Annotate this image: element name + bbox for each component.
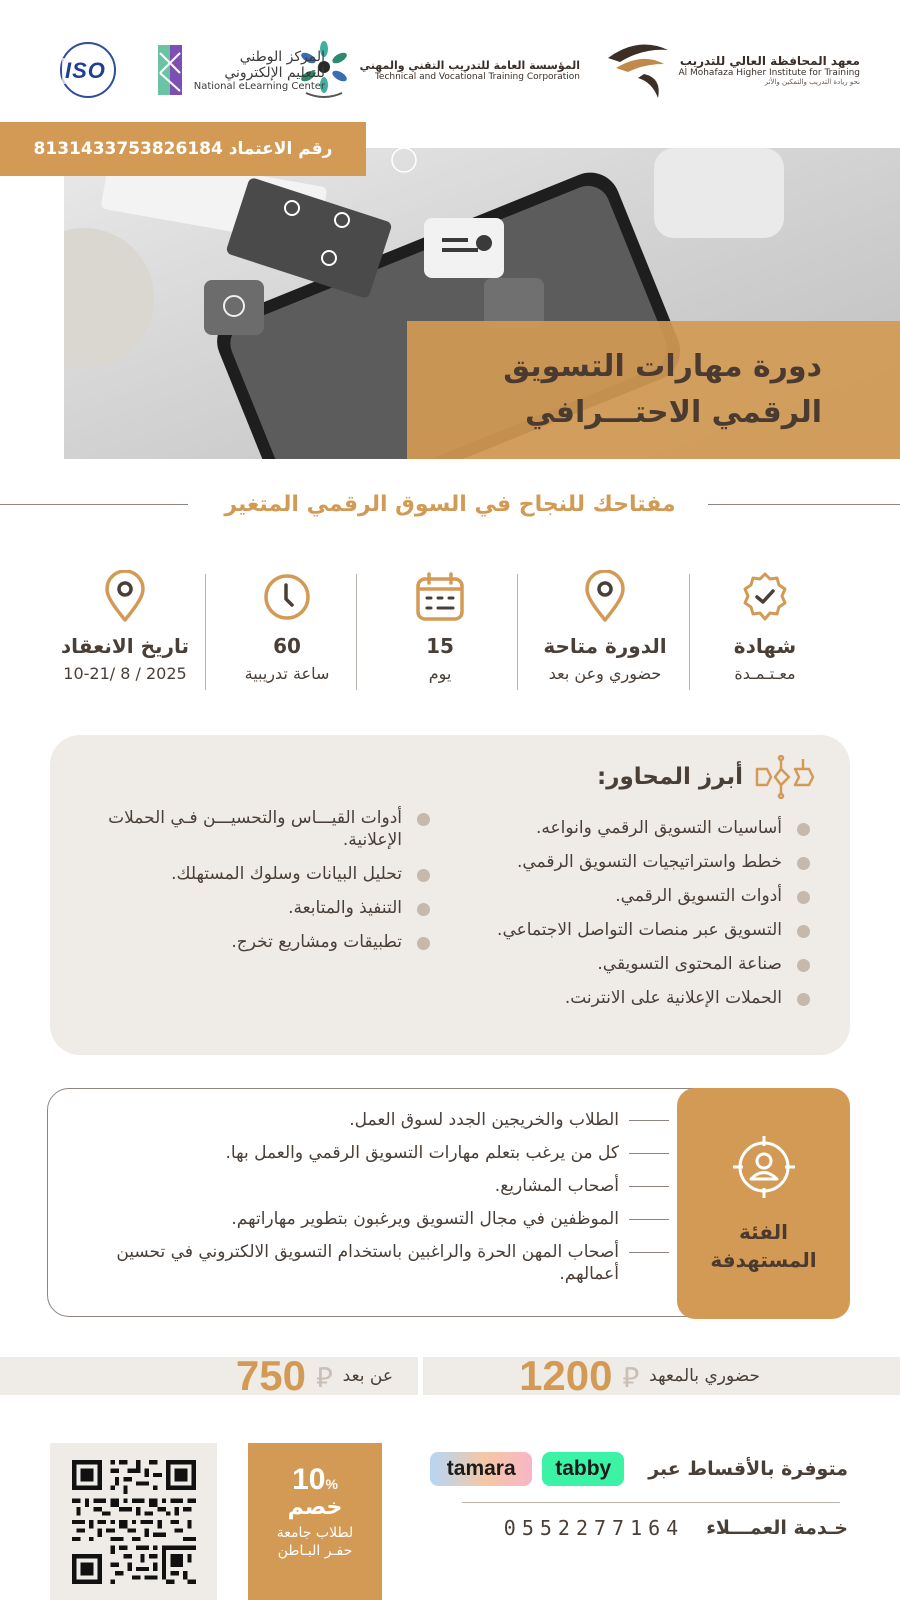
stat-hours-value: 60 <box>273 634 301 658</box>
discount-for-line1: لطلاب جامعة <box>276 1525 354 1541</box>
institute-name-ar: معهد المحافظة العالي للتدريب <box>679 54 860 68</box>
tvtc-name-ar: المؤسسة العامة للتدريب التقني والمهني <box>359 58 580 72</box>
list-item: صناعة المحتوى التسويقي. <box>430 953 810 975</box>
tagline-text: مفتاحك للنجاح في السوق الرقمي المتغير <box>224 491 676 517</box>
riyal-icon: ⃁ <box>316 1360 333 1394</box>
stat-days-unit: يوم <box>428 664 452 683</box>
target-user-icon <box>731 1134 797 1200</box>
list-item: خطط واستراتيجيات التسويق الرقمي. <box>430 851 810 873</box>
discount-value <box>248 1463 382 1497</box>
accreditation-number: رقم الاعتماد 8131433753826184 <box>0 122 366 176</box>
course-title <box>407 321 900 459</box>
stat-divider <box>517 574 518 690</box>
axes-list-right <box>430 817 810 1021</box>
percent-sign: % <box>325 1476 338 1492</box>
course-title-line2: الرقمي الاحتـــرافي <box>525 395 822 430</box>
stat-date-title: تاريخ الانعقاد <box>60 634 190 658</box>
qr-code-icon <box>72 1460 196 1584</box>
customer-service-row <box>504 1516 848 1540</box>
discount-number: 10 <box>292 1463 326 1496</box>
price-remote <box>0 1352 418 1399</box>
target-audience-panel <box>47 1088 850 1317</box>
stat-availability-subtitle: حضوري وعن بعد <box>548 664 662 683</box>
axes-list-left <box>90 807 430 965</box>
riyal-icon: ⃁ <box>622 1360 640 1394</box>
list-item: أصحاب المهن الحرة والراغبين باستخدام التسويق الالكتروني في تحسين أعمالهم. <box>109 1241 669 1285</box>
price-remote-label: عن بعد <box>342 1366 393 1386</box>
tamara-logo: tamara <box>430 1452 532 1486</box>
nelc-name-en: National eLearning Center <box>193 80 325 92</box>
iso-text: ISO <box>62 58 109 84</box>
customer-service-phone[interactable]: 0552277164 <box>503 1516 685 1540</box>
price-onsite <box>423 1352 900 1399</box>
footer-divider <box>462 1502 840 1503</box>
nelc-logo <box>156 30 325 110</box>
target-label-line2: المستهدفة <box>710 1247 817 1272</box>
target-label-line1: الفئة <box>738 1219 789 1244</box>
course-stats <box>60 570 840 695</box>
list-item: الطلاب والخريجين الجدد لسوق العمل. <box>109 1109 669 1131</box>
prices <box>0 1352 900 1399</box>
stat-certificate-subtitle: معـتـمـدة <box>734 664 796 683</box>
tagline <box>0 486 900 522</box>
calendar-icon <box>414 571 466 623</box>
tabby-logo: tabby <box>542 1452 624 1486</box>
discount-badge <box>248 1443 382 1600</box>
stat-hours <box>212 570 362 695</box>
stat-date <box>50 570 200 695</box>
list-item: التسويق عبر منصات التواصل الاجتماعي. <box>430 919 810 941</box>
course-axes-panel <box>50 735 850 1055</box>
badge-check-icon <box>739 571 791 623</box>
location-pin-icon <box>582 570 628 624</box>
tagline-divider-right <box>708 504 900 505</box>
price-onsite-label: حضوري بالمعهد <box>649 1366 760 1386</box>
location-pin-icon <box>102 570 148 624</box>
stat-divider <box>689 574 690 690</box>
stat-availability-title: الدورة متاحة <box>543 634 667 658</box>
institute-logo <box>598 30 860 110</box>
stat-certificate <box>690 570 840 695</box>
stat-days <box>365 570 515 695</box>
list-item: أدوات القيـــاس والتحسيـــن فـي الحملات الإعلانية. <box>90 807 430 851</box>
list-item: أدوات التسويق الرقمي. <box>430 885 810 907</box>
stat-divider <box>205 574 206 690</box>
clock-icon <box>262 572 312 622</box>
price-onsite-amount: 1200 <box>519 1352 613 1399</box>
list-item: الموظفين في مجال التسويق ويرغبون بتطوير مهاراتهم. <box>109 1208 669 1230</box>
institute-tagline: نحو ريادة التدريب والتمكين والأثر <box>764 78 860 86</box>
axes-heading <box>597 755 815 799</box>
discount-label: خصم <box>287 1495 343 1520</box>
tagline-divider-left <box>0 504 188 505</box>
target-audience-label <box>677 1088 850 1319</box>
nelc-name-line1: المركز الوطني <box>239 48 325 65</box>
stat-certificate-title: شهادة <box>733 634 797 658</box>
iso-logo <box>50 30 130 110</box>
tvtc-name-en: Technical and Vocational Training Corporation <box>374 71 580 82</box>
list-item: أساسيات التسويق الرقمي وانواعه. <box>430 817 810 839</box>
qr-code[interactable] <box>50 1443 217 1600</box>
list-item: تطبيقات ومشاريع تخرج. <box>90 931 430 953</box>
installments-row <box>430 1452 848 1486</box>
stat-hours-unit: ساعة تدريبية <box>244 664 330 683</box>
customer-service-label: خـدمة العمـــلاء <box>706 1517 848 1539</box>
list-item: الحملات الإعلانية على الانترنت. <box>430 987 810 1009</box>
header-logos <box>50 30 860 110</box>
price-remote-amount: 750 <box>235 1352 306 1399</box>
target-audience-list <box>109 1109 669 1296</box>
list-item: أصحاب المشاريع. <box>109 1175 669 1197</box>
axes-heading-text: أبرز المحاور: <box>597 764 743 790</box>
institute-name-en: Al Mohafaza Higher Institute for Training <box>678 68 860 78</box>
stat-date-value: 10-21/ 8 / 2025 <box>63 664 187 683</box>
list-item: كل من يرغب بتعلم مهارات التسويق الرقمي والعمل بها. <box>109 1142 669 1164</box>
installments-text: متوفرة بالأقساط عبر <box>648 1458 848 1480</box>
nelc-name-line2: للتعليم الإلكتروني <box>224 64 325 81</box>
course-title-line1: دورة مهارات التسويق <box>503 349 822 384</box>
tvtc-logo <box>296 30 580 110</box>
list-item: تحليل البيانات وسلوك المستهلك. <box>90 863 430 885</box>
list-item: التنفيذ والمتابعة. <box>90 897 430 919</box>
stat-days-value: 15 <box>426 634 454 658</box>
discount-for-line2: حفـر البـاطن <box>277 1543 353 1559</box>
flowchart-icon <box>753 755 815 799</box>
stat-availability <box>530 570 680 695</box>
institute-emblem-icon <box>598 38 670 102</box>
nelc-emblem-icon <box>156 43 186 97</box>
